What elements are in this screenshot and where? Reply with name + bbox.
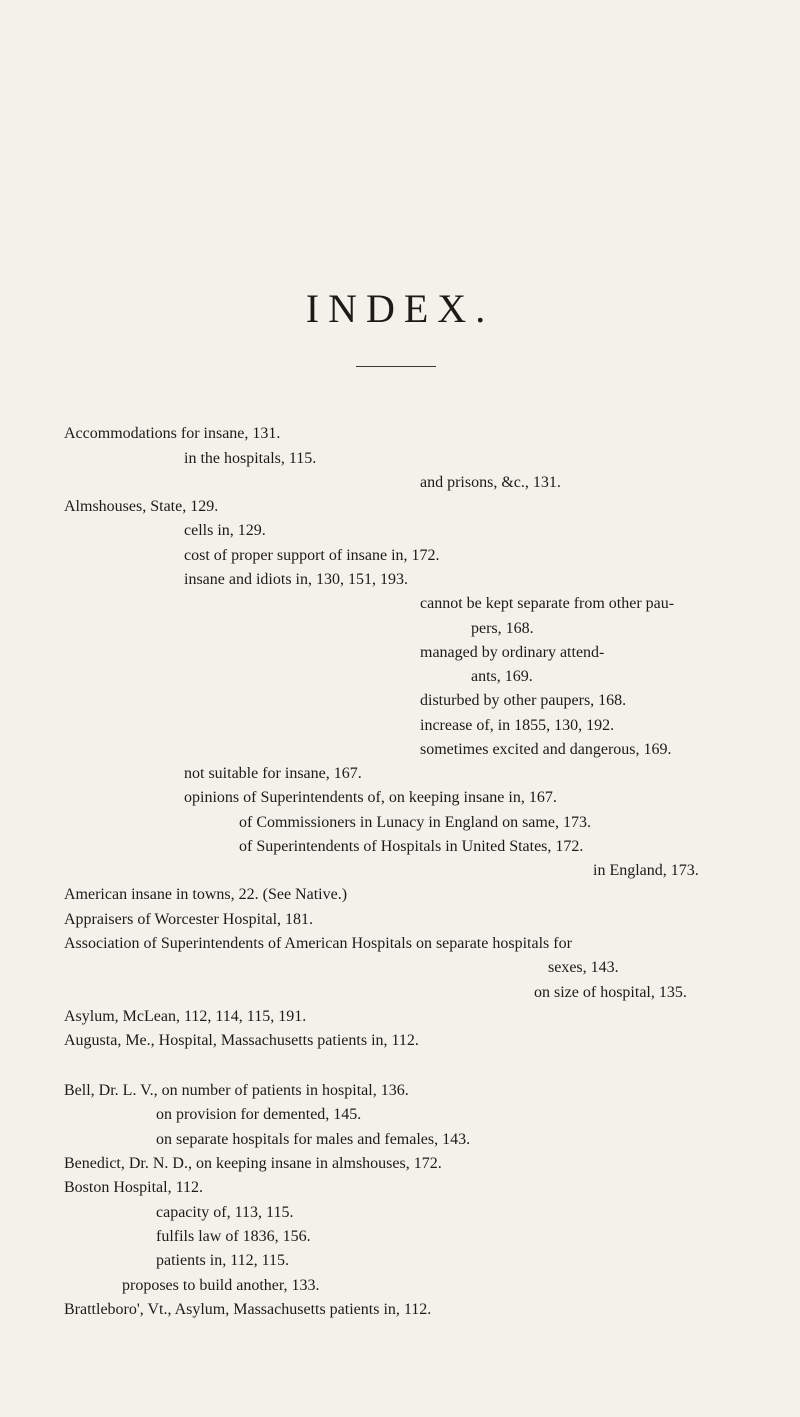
index-line: Accommodations for insane, 131. (64, 425, 281, 442)
index-line: insane and idiots in, 130, 151, 193. (184, 571, 408, 588)
index-line: on separate hospitals for males and females, 143. (156, 1131, 471, 1148)
index-line: in the hospitals, 115. (184, 450, 317, 467)
index-line: pers, 168. (471, 620, 534, 637)
index-line: capacity of, 113, 115. (156, 1204, 294, 1221)
index-line: Asylum, McLean, 112, 114, 115, 191. (64, 1008, 307, 1025)
index-line: on provision for demented, 145. (156, 1106, 362, 1123)
index-line: ants, 169. (471, 668, 533, 685)
index-line: patients in, 112, 115. (156, 1252, 290, 1269)
page-title: INDEX. (305, 286, 495, 331)
index-line: managed by ordinary attend- (420, 644, 605, 661)
index-line: in England, 173. (593, 862, 699, 879)
index-line: disturbed by other paupers, 168. (420, 692, 627, 709)
index-line: sexes, 143. (548, 959, 619, 976)
index-line: not suitable for insane, 167. (184, 765, 362, 782)
index-line: of Superintendents of Hospitals in United States, 172. (239, 838, 584, 855)
index-line: Benedict, Dr. N. D., on keeping insane in almshouses, 172. (64, 1155, 442, 1172)
index-line: Boston Hospital, 112. (64, 1179, 203, 1196)
index-line: fulfils law of 1836, 156. (156, 1228, 311, 1245)
title-rule (356, 366, 436, 367)
index-line: of Commissioners in Lunacy in England on same, 173. (239, 814, 591, 831)
index-line: Bell, Dr. L. V., on number of patients in hospital, 136. (64, 1082, 409, 1099)
index-line: sometimes excited and dangerous, 169. (420, 741, 672, 758)
index-line: opinions of Superintendents of, on keeping insane in, 167. (184, 789, 557, 806)
index-line: proposes to build another, 133. (122, 1277, 320, 1294)
index-line: increase of, in 1855, 130, 192. (420, 717, 615, 734)
index-line: Brattleboro', Vt., Asylum, Massachusetts patients in, 112. (64, 1301, 432, 1318)
index-line: cannot be kept separate from other pau- (420, 595, 675, 612)
index-line: Almshouses, State, 129. (64, 498, 219, 515)
index-line: and prisons, &c., 131. (420, 474, 561, 491)
index-line: American insane in towns, 22. (See Native.) (64, 886, 348, 903)
index-line: cost of proper support of insane in, 172. (184, 547, 440, 564)
index-line: on size of hospital, 135. (534, 984, 687, 1001)
index-line: Association of Superintendents of American Hospitals on separate hospitals for (64, 935, 572, 952)
index-line: Appraisers of Worcester Hospital, 181. (64, 911, 314, 928)
index-line: cells in, 129. (184, 522, 266, 539)
index-line: Augusta, Me., Hospital, Massachusetts patients in, 112. (64, 1032, 419, 1049)
